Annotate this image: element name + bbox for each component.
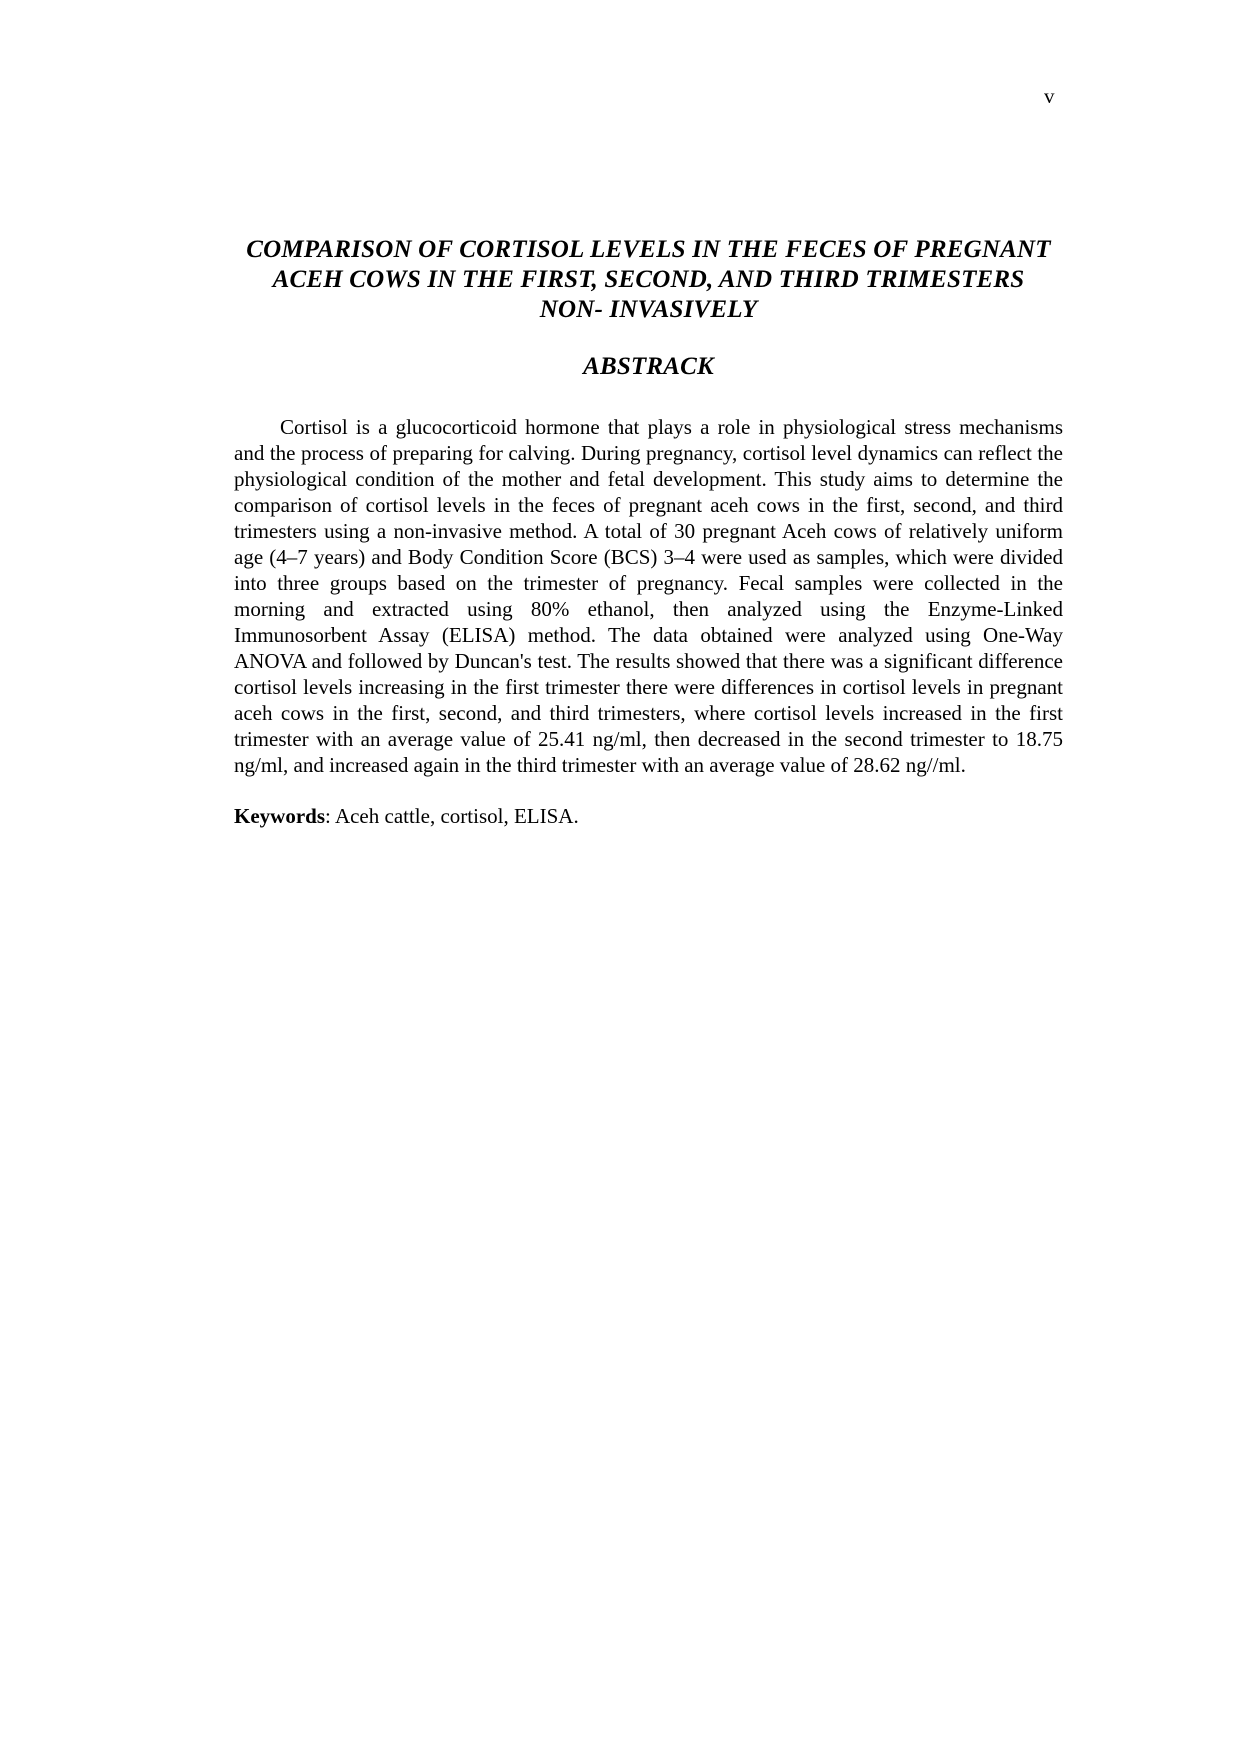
title-line-3: NON- INVASIVELY (539, 296, 758, 323)
page-number: v (1044, 84, 1055, 108)
keywords-value: Aceh cattle, cortisol, ELISA. (334, 804, 579, 828)
keywords-label: Keywords (234, 804, 325, 828)
keywords-line (234, 803, 1063, 829)
keywords-separator: : (325, 804, 335, 828)
abstract-heading: ABSTRACK (583, 353, 714, 380)
title-line-2: ACEH COWS IN THE FIRST, SECOND, AND THIRD TRIMESTERS (272, 266, 1025, 293)
document-title (234, 235, 1063, 325)
title-line-1: COMPARISON OF CORTISOL LEVELS IN THE FECES OF PREGNANT (246, 236, 1051, 263)
abstract-paragraph: Cortisol is a glucocorticoid hormone that plays a role in physiological stress mechanisms and the process of preparing for calving. During pregnancy, cortisol level dynamics can reflect the physiological condition of the mother and fetal development. This study aims to determine the comparison of cortisol levels in the feces of pregnant aceh cows in the first, second, and third trimesters using a non-invasive method. A total of 30 pregnant Aceh cows of relatively uniform age (4–7 years) and Body Condition Score (BCS) 3–4 were used as samples, which were divided into three groups based on the trimester of pregnancy. Fecal samples were collected in the morning and extracted using 80% ethanol, then analyzed using the Enzyme-Linked Immunosorbent Assay (ELISA) method. The data obtained were analyzed using One-Way ANOVA and followed by Duncan's test. The results showed that there was a significant difference cortisol levels increasing in the first trimester there were differences in cortisol levels in pregnant aceh cows in the first, second, and third trimesters, where cortisol levels increased in the first trimester with an average value of 25.41 ng/ml, then decreased in the second trimester to 18.75 ng/ml, and increased again in the third trimester with an average value of 28.62 ng//ml. (234, 415, 1063, 777)
